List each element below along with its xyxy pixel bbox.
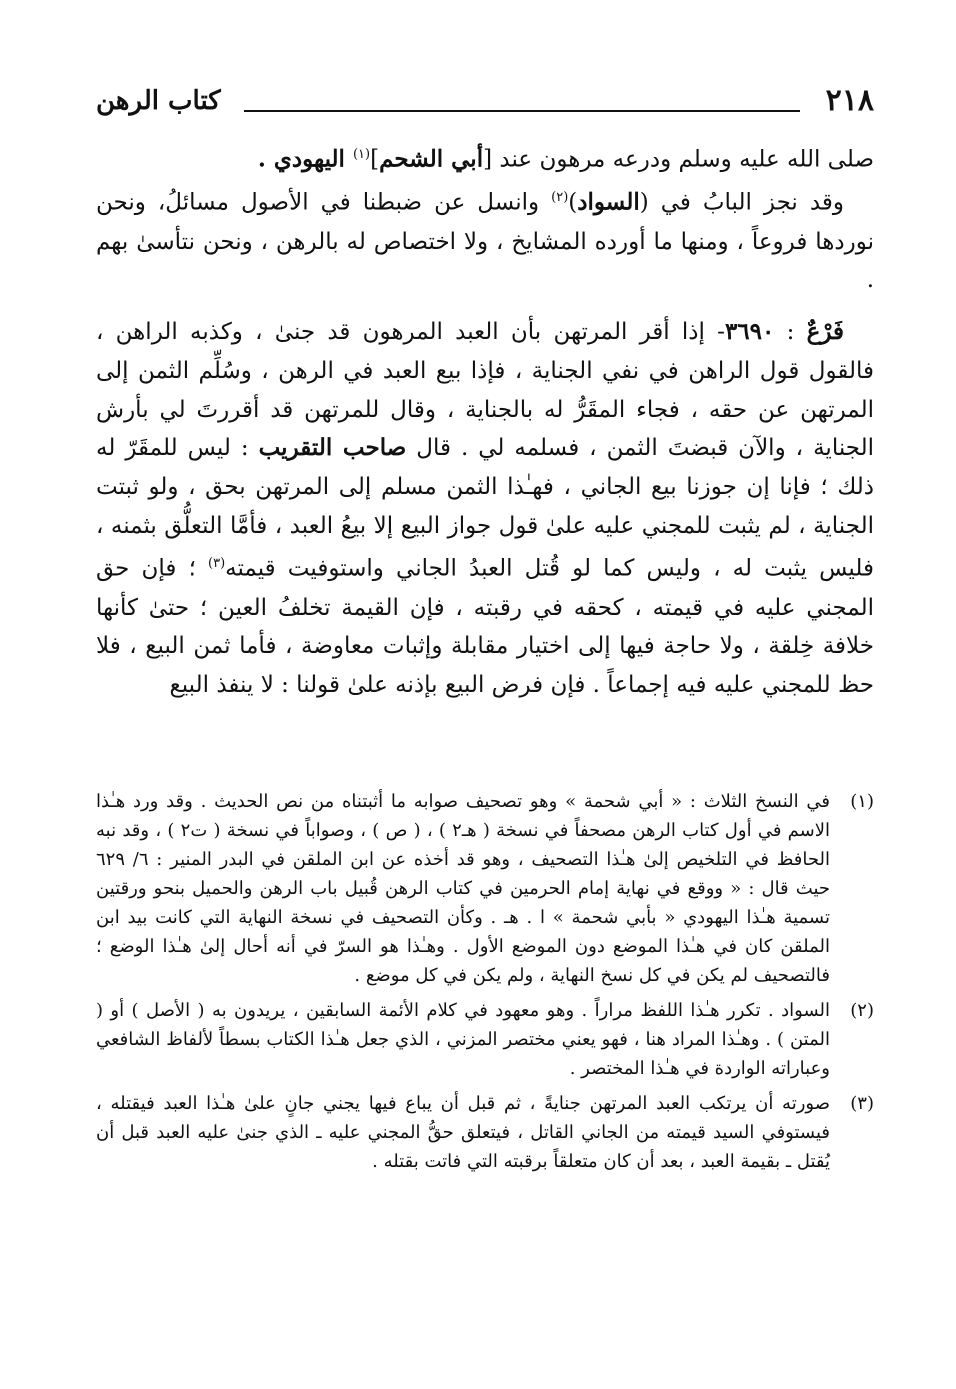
footnote-3 [96, 1089, 874, 1176]
footnote-number: (٢) [850, 1000, 874, 1021]
footnote-text: السواد . تكرر هـٰذا اللفظ مراراً . وهو معهود في كلام الأئمة السابقين ، يريدون به ( الأصل ) أو ( المتن ) . وهـٰذا المراد هنا ، فهو يعني مختصر المزني ، الذي جعل هـٰذا الكتاب بسطاً لألفاظ الشافعي وعباراته الواردة في هـٰذا المختصر . [96, 1000, 830, 1079]
bold-term: السواد [577, 189, 640, 217]
footnote-text: صورته أن يرتكب العبد المرتهن جنايةً ، ثم قبل أن يباع فيها يجني جانٍ علىٰ هـٰذا العبد فيقتله ، فيستوفي السيد قيمته من الجاني القاتل ، فيتعلق حقُّ المجني عليه ـ الذي جنىٰ عليه العبد قبل أن يُقتل ـ بقيمة العبد ، بعد أن كان متعلقاً برقبته التي فاتت بقتله . [96, 1093, 830, 1172]
paragraph-1: صلى الله عليه وسلم ودرعه مرهون عند [أبي الشحم]$^{(١)}$ اليهودي . [257, 145, 874, 173]
paragraph-2: وقد نجز البابُ في (السواد)$^{(٢)}$ وانسل عن ضبطنا في الأصول مسائلُ، ونحن نوردها فروعاً ، ومنها ما أورده المشايخ ، ولا اختصاص له بالرهن ، ونحن نتأسىٰ بهم . [96, 189, 874, 294]
issue-number: ٣٦٩٠ [724, 318, 775, 346]
book-title: كتاب الرهن [96, 86, 221, 116]
footnote-ref-1[interactable]: (١) [352, 147, 371, 162]
footnote-number: (١) [850, 791, 874, 812]
bold-name: أبي الشحم [379, 145, 484, 173]
footnotes [96, 787, 874, 1182]
main-text [96, 136, 874, 705]
paragraph-3: فَرْعٌ : ٣٦٩٠- إذا أقر المرتهن بأن العبد المرهون قد جنىٰ ، وكذبه الراهن ، فالقول قول الراهن في نفي الجناية ، فإذا بيع العبد في الرهن ، وسُلِّم الثمن إلى المرتهن عن حقه ، فجاء المقَرُّ له بالجناية ، وقال للمرتهن قد أقررتَ لي بأرش الجناية ، والآن قبضتَ الثمن ، فسلمه لي . قال صاحب التقريب : ليس للمقَرّ له ذلك ؛ فإنا إن جوزنا بيع الجاني ، فهـٰذا الثمن مسلم إلى المرتهن بحق ، ولو ثبتت الجناية ، لم يثبت للمجني عليه علىٰ قول جواز البيع إلا بيعُ العبد ، فأمَّا التعلُّق بثمنه ، فليس يثبت له ، وليس كما لو قُتل العبدُ الجاني واستوفيت قيمته$^{(٣)}$ ؛ فإن حق المجني عليه في قيمته ، كحقه في رقبته ، فإن القيمة تخلفُ العين ؛ حتىٰ كأنها خلافة خِلقة ، ولا حاجة فيها إلى اختيار مقابلة وإثبات معاوضة ، فأما ثمن البيع ، فلا حظ للمجني عليه فيه إجماعاً . فإن فرض البيع بإذنه علىٰ قولنا : لا ينفذ البيع [96, 318, 875, 699]
branch-marker: فَرْعٌ [806, 318, 845, 346]
page-number: ٢١٨ [825, 83, 874, 118]
footnote-text: في النسخ الثلاث : « أبي شحمة » وهو تصحيف صوابه ما أثبتناه من نص الحديث . وقد ورد هـٰذا الاسم في أول كتاب الرهن مصحفاً في نسخة ( هـ٢ ) ، ( ص ) ، وصواباً في نسخة ( ت٢ ) ، وقد نبه الحافظ في التلخيص إلىٰ هـٰذا التصحيف ، وهو قد أخذه عن ابن الملقن في البدر المنير : ٦/ ٦٢٩ حيث قال : « ووقع في نهاية إمام الحرمين في كتاب الرهن قُبيل باب الرهن والحميل بنحو ورقتين تسمية هـٰذا اليهودي « بأبي شحمة » ا . هـ . وكأن التصحيف في نسخة النهاية التي كانت بيد ابن الملقن كان في هـٰذا الموضع دون الموضع الأول . وهـٰذا هو السرّ في أنه أحال إلىٰ هـٰذا الوضع ؛ فالتصحيف لم يكن في كل نسخ النهاية ، ولم يكن في كل موضع . [96, 791, 830, 986]
running-header [96, 84, 874, 124]
footnote-ref-3[interactable]: (٣) [208, 556, 226, 572]
bold-scholar: صاحب التقريب [258, 434, 407, 462]
footnote-1 [96, 787, 874, 990]
header-rule [244, 110, 800, 112]
footnote-ref-2[interactable]: (٢) [551, 190, 569, 206]
footnote-2 [96, 996, 874, 1083]
footnote-number: (٣) [850, 1093, 874, 1114]
